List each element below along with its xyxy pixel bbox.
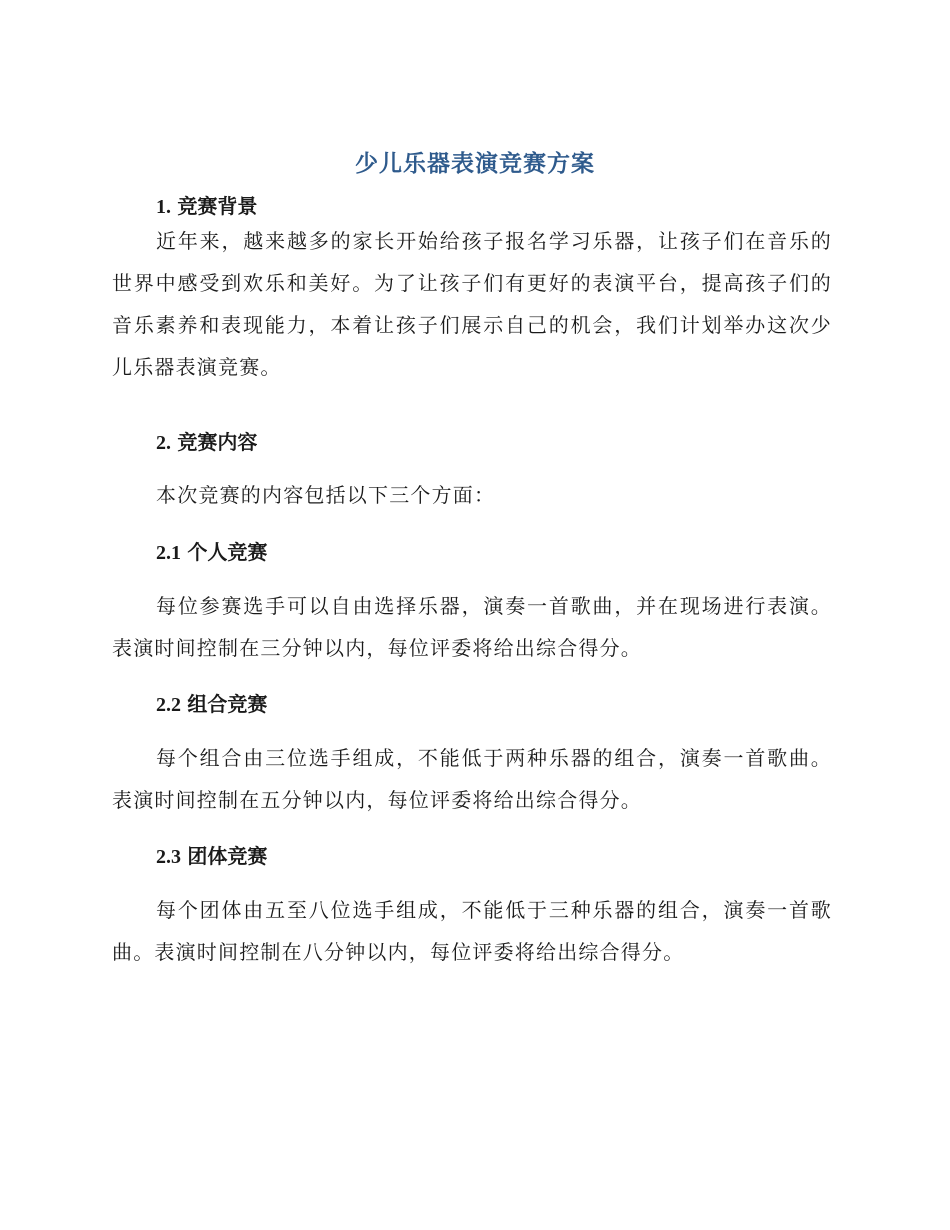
section-title: 竞赛内容 bbox=[177, 430, 258, 454]
section-paragraph-background: 近年来，越来越多的家长开始给孩子报名学习乐器，让孩子们在音乐的世界中感受到欢乐和美好。为了让孩子们有更好的表演平台，提高孩子们的音乐素养和表现能力，本着让孩子们展示自己的机会，我们计划举办这次少儿乐器表演竞赛。 bbox=[112, 229, 832, 379]
section-number: 2.3 bbox=[156, 846, 181, 868]
section-heading-individual bbox=[156, 536, 267, 569]
section-paragraph-content: 本次竞赛的内容包括以下三个方面： bbox=[156, 483, 496, 507]
section-number: 2.2 bbox=[156, 694, 181, 716]
section-title: 团体竞赛 bbox=[187, 844, 268, 868]
section-title: 个人竞赛 bbox=[187, 540, 268, 564]
section-paragraph-group: 每个组合由三位选手组成，不能低于两种乐器的组合，演奏一首歌曲。表演时间控制在五分钟以内，每位评委将给出综合得分。 bbox=[112, 746, 832, 812]
section-paragraph-individual: 每位参赛选手可以自由选择乐器，演奏一首歌曲，并在现场进行表演。表演时间控制在三分钟以内，每位评委将给出综合得分。 bbox=[112, 594, 832, 660]
section-number: 1. bbox=[156, 196, 171, 218]
section-heading-team bbox=[156, 840, 267, 873]
section-title: 竞赛背景 bbox=[177, 194, 258, 218]
section-number: 2. bbox=[156, 432, 171, 454]
section-heading-content bbox=[156, 426, 257, 459]
section-heading-background bbox=[156, 190, 257, 223]
section-number: 2.1 bbox=[156, 542, 181, 564]
section-heading-group bbox=[156, 688, 267, 721]
section-paragraph-team: 每个团体由五至八位选手组成，不能低于三种乐器的组合，演奏一首歌曲。表演时间控制在八分钟以内，每位评委将给出综合得分。 bbox=[112, 898, 832, 964]
document-title: 少儿乐器表演竞赛方案 bbox=[355, 151, 595, 177]
section-title: 组合竞赛 bbox=[187, 692, 268, 716]
